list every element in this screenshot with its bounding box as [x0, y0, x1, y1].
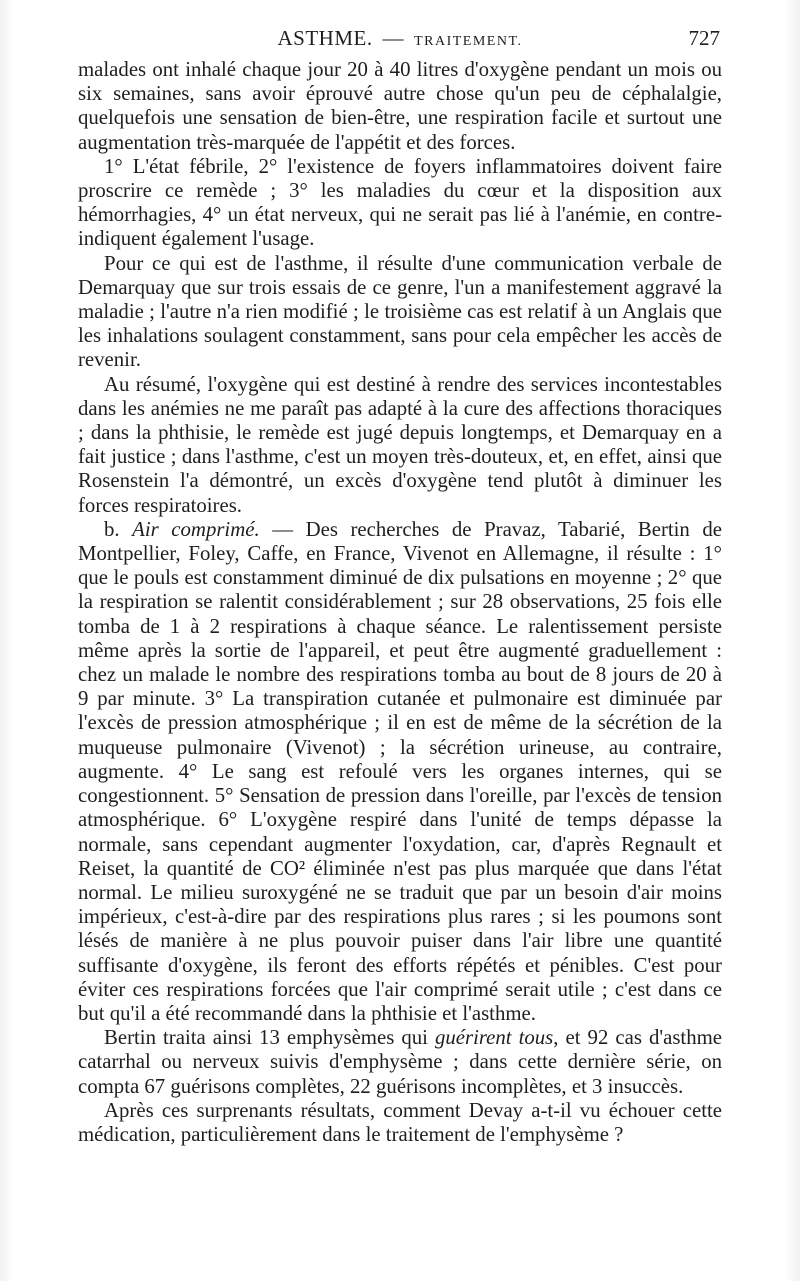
paragraph: Au résumé, l'oxygène qui est destiné à rendre des services incontestables dans les anémies ne me paraît pas adapté à la cure des affections thoraciques ; dans la phthisie, le remède est jugé depuis longtemps, et Demarquay en a fait justice ; dans l'asthme, c'est un moyen très-douteux, et, en effet, ainsi que Rosenstein l'a démontré, un excès d'oxygène tend plutôt à diminuer les forces respiratoires.: [78, 372, 722, 517]
paragraph: 1° L'état fébrile, 2° l'existence de foyers inflammatoires doivent faire proscrire ce remède ; 3° les maladies du cœur et la disposition aux hémorrhagies, 4° un état nerveux, qui ne serait pas lié à l'anémie, en contre-indiquent également l'usage.: [78, 154, 722, 251]
paragraph-text: Bertin traita ainsi 13 emphysèmes qui: [104, 1026, 428, 1050]
chapter-title: ASTHME.: [277, 26, 373, 50]
paragraph-text: — Des recherches de Pravaz, Tabarié, Bertin de Montpellier, Foley, Caffe, en France, Vivenot en Allemagne, il résulte : 1° que le pouls est constamment diminué de dix pulsations en moyenne ; 2° que la respiration se ralentit considérablement ; sur 28 observations, 25 fois elle tomba de 1 à 2 respirations à chaque séance. Le ralentissement persiste même après la sortie de l'appareil, et peut être augmenté graduellement : chez un malade le nombre des respirations tomba au bout de 8 jours de 20 à 9 par minute. 3° La transpiration cutanée et pulmonaire est diminuée par l'excès de pression atmosphérique ; il en est de même de la sécrétion de la muqueuse pulmonaire (Vivenot) ; la sécrétion urineuse, au contraire, augmente. 4° Le sang est refoulé vers les organes internes, qui se congestionnent. 5° Sensation de pression dans l'oreille, par l'excès de tension atmosphérique. 6° L'oxygène respiré dans l'unité de temps dépasse la normale, sans cependant augmenter l'oxydation, car, d'après Regnault et Reiset, la quantité de CO² éliminée n'est pas plus marquée que dans l'état normal. Le milieu suroxygéné ne se traduit que par un besoin d'air moins impérieux, c'est-à-dire par des respirations plus rares ; si les poumons sont lésés de manière à ne plus pouvoir puiser dans l'air libre une quantité suffisante d'oxygène, ils feront des efforts répétés et pénibles. C'est pour éviter ces respirations forcées que l'air comprimé serait utile ; c'est dans ce but qu'il a été recommandé dans la phthisie et l'asthme.: [78, 517, 723, 1025]
paragraph: malades ont inhalé chaque jour 20 à 40 litres d'oxygène pendant un mois ou six semaines, sans avoir éprouvé autre chose qu'un peu de céphalalgie, quelquefois une sensation de bien-être, une respiration facile et surtout une augmentation très-marquée de l'appétit et des forces.: [78, 58, 722, 154]
emphasis-text: guérirent tous: [427, 1026, 554, 1050]
subsection-title: Air comprimé.: [132, 517, 260, 541]
subsection-letter: b.: [104, 517, 120, 541]
title-dash: —: [382, 26, 405, 50]
paragraph: Pour ce qui est de l'asthme, il résulte d'une communication verbale de Demarquay que sur trois essais de ce genre, l'un a manifestement aggravé la maladie ; l'autre n'a rien modifié ; le troisième cas est relatif à un Anglais que les inhalations soulagent constamment, sans pour cela empêcher les accès de revenir.: [78, 251, 722, 372]
paragraph: Après ces surprenants résultats, comment Devay a-t-il vu échouer cette médication, particulièrement dans le traitement de l'emphysème ?: [78, 1098, 722, 1146]
paragraph-text: , et 92 cas d'asthme catarrhal ou nerveux suivis d'emphysème ; dans cette dernière série, on compta 67 guérisons complètes, 22 guérisons incomplètes, et 3 insuccès.: [78, 1026, 722, 1098]
running-title: [78, 26, 722, 51]
page-number: 727: [688, 26, 720, 50]
paragraph: [78, 518, 722, 1026]
page-header: [78, 22, 722, 58]
body-text: [78, 58, 722, 1147]
section-title: TRAITEMENT.: [414, 34, 523, 49]
paragraph: [78, 1026, 722, 1099]
